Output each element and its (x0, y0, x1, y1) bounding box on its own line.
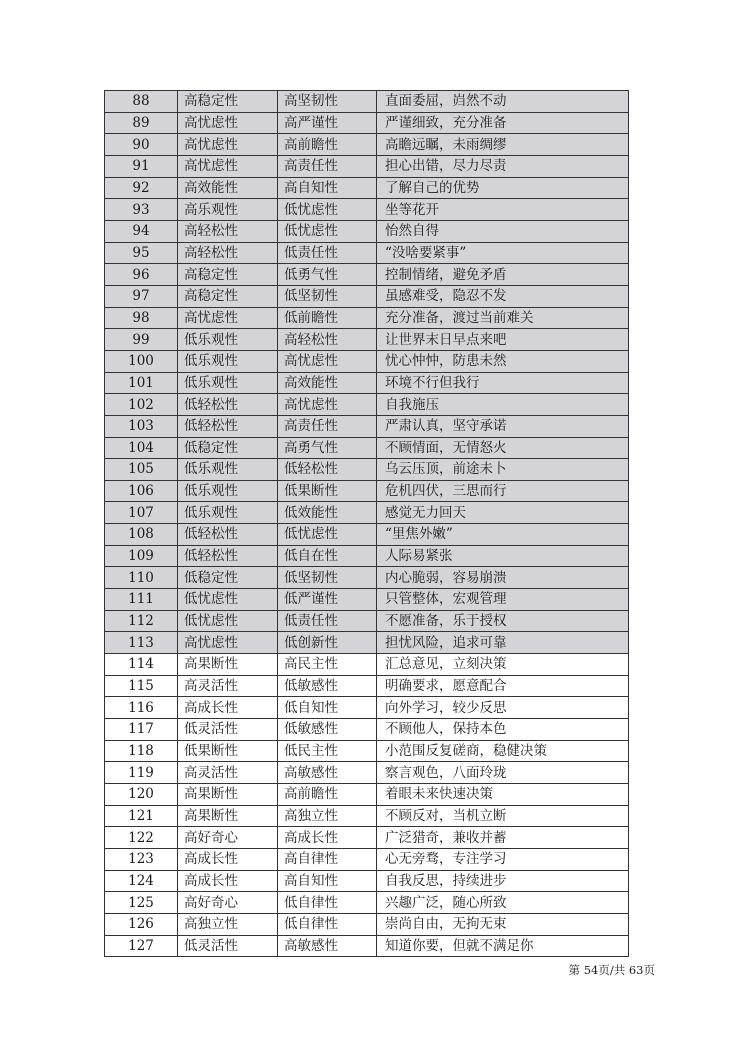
table-row (105, 632, 629, 654)
row-number-cell: 98 (105, 307, 178, 329)
description-cell: 崇尚自由，无拘无束 (377, 913, 629, 935)
table-row (105, 220, 629, 242)
description-cell: 环境不行但我行 (377, 372, 629, 394)
row-number-cell: 107 (105, 502, 178, 524)
table-row (105, 675, 629, 697)
description-cell: 察言观色，八面玲珑 (377, 762, 629, 784)
trait-a-cell: 高灵活性 (178, 762, 278, 784)
trait-a-cell: 低乐观性 (178, 459, 278, 481)
description-cell: 向外学习，较少反思 (377, 697, 629, 719)
table-row (105, 654, 629, 676)
row-number-cell: 109 (105, 545, 178, 567)
trait-b-cell: 低责任性 (278, 242, 377, 264)
row-number-cell: 96 (105, 264, 178, 286)
trait-a-cell: 低果断性 (178, 740, 278, 762)
trait-a-cell: 低灵活性 (178, 935, 278, 957)
table-row (105, 480, 629, 502)
trait-a-cell: 低乐观性 (178, 480, 278, 502)
trait-a-cell: 低乐观性 (178, 372, 278, 394)
row-number-cell: 103 (105, 415, 178, 437)
description-cell: 乌云压顶，前途未卜 (377, 459, 629, 481)
table-row (105, 285, 629, 307)
description-cell: 不顾情面，无情怒火 (377, 437, 629, 459)
trait-b-cell: 低自在性 (278, 545, 377, 567)
row-number-cell: 92 (105, 177, 178, 199)
table-row (105, 545, 629, 567)
trait-a-cell: 高稳定性 (178, 285, 278, 307)
trait-a-cell: 高独立性 (178, 913, 278, 935)
trait-b-cell: 低责任性 (278, 610, 377, 632)
trait-combination-table (104, 90, 629, 957)
table-row (105, 589, 629, 611)
description-cell: 着眼未来快速决策 (377, 784, 629, 806)
table-row (105, 199, 629, 221)
description-cell: 严肃认真，坚守承诺 (377, 415, 629, 437)
row-number-cell: 104 (105, 437, 178, 459)
trait-a-cell: 低乐观性 (178, 350, 278, 372)
row-number-cell: 90 (105, 134, 178, 156)
description-cell: 不顾反对，当机立断 (377, 805, 629, 827)
trait-a-cell: 高成长性 (178, 848, 278, 870)
table-row (105, 935, 629, 957)
row-number-cell: 124 (105, 870, 178, 892)
description-cell: 高瞻远瞩，未雨绸缪 (377, 134, 629, 156)
trait-a-cell: 高果断性 (178, 784, 278, 806)
table-row (105, 502, 629, 524)
table-row (105, 913, 629, 935)
row-number-cell: 115 (105, 675, 178, 697)
trait-a-cell: 高乐观性 (178, 199, 278, 221)
table-row (105, 697, 629, 719)
trait-b-cell: 高自知性 (278, 177, 377, 199)
description-cell: 只管整体，宏观管理 (377, 589, 629, 611)
trait-a-cell: 低轻松性 (178, 394, 278, 416)
description-cell: “里焦外嫩” (377, 524, 629, 546)
trait-b-cell: 高前瞻性 (278, 784, 377, 806)
trait-b-cell: 高忧虑性 (278, 394, 377, 416)
trait-b-cell: 高自律性 (278, 848, 377, 870)
table-row (105, 459, 629, 481)
table-row (105, 719, 629, 741)
trait-b-cell: 高成长性 (278, 827, 377, 849)
description-cell: 虽感难受，隐忍不发 (377, 285, 629, 307)
description-cell: 严谨细致，充分准备 (377, 112, 629, 134)
row-number-cell: 111 (105, 589, 178, 611)
row-number-cell: 89 (105, 112, 178, 134)
trait-a-cell: 高成长性 (178, 870, 278, 892)
table-row (105, 524, 629, 546)
table-row (105, 329, 629, 351)
description-cell: 直面委屈，岿然不动 (377, 91, 629, 113)
table-row (105, 134, 629, 156)
table-row (105, 805, 629, 827)
row-number-cell: 108 (105, 524, 178, 546)
row-number-cell: 114 (105, 654, 178, 676)
trait-b-cell: 高坚韧性 (278, 91, 377, 113)
description-cell: 危机四伏，三思而行 (377, 480, 629, 502)
row-number-cell: 97 (105, 285, 178, 307)
trait-a-cell: 高忧虑性 (178, 307, 278, 329)
row-number-cell: 100 (105, 350, 178, 372)
trait-a-cell: 高效能性 (178, 177, 278, 199)
trait-b-cell: 高独立性 (278, 805, 377, 827)
trait-b-cell: 高敏感性 (278, 935, 377, 957)
row-number-cell: 117 (105, 719, 178, 741)
description-cell: 了解自己的优势 (377, 177, 629, 199)
row-number-cell: 110 (105, 567, 178, 589)
description-cell: 人际易紧张 (377, 545, 629, 567)
row-number-cell: 105 (105, 459, 178, 481)
trait-a-cell: 高忧虑性 (178, 134, 278, 156)
trait-a-cell: 高稳定性 (178, 91, 278, 113)
trait-b-cell: 低自律性 (278, 892, 377, 914)
trait-a-cell: 高轻松性 (178, 242, 278, 264)
trait-b-cell: 低前瞻性 (278, 307, 377, 329)
row-number-cell: 106 (105, 480, 178, 502)
trait-a-cell: 低轻松性 (178, 545, 278, 567)
row-number-cell: 118 (105, 740, 178, 762)
trait-b-cell: 低敏感性 (278, 719, 377, 741)
trait-b-cell: 低民主性 (278, 740, 377, 762)
description-cell: 忧心忡忡，防患未然 (377, 350, 629, 372)
trait-b-cell: 低敏感性 (278, 675, 377, 697)
row-number-cell: 123 (105, 848, 178, 870)
trait-a-cell: 高果断性 (178, 805, 278, 827)
description-cell: 不愿准备，乐于授权 (377, 610, 629, 632)
trait-b-cell: 高效能性 (278, 372, 377, 394)
description-cell: 担心出错，尽力尽责 (377, 155, 629, 177)
table-row (105, 307, 629, 329)
description-cell: 怡然自得 (377, 220, 629, 242)
description-cell: “没啥要紧事” (377, 242, 629, 264)
row-number-cell: 127 (105, 935, 178, 957)
trait-b-cell: 高自知性 (278, 870, 377, 892)
description-cell: 广泛猎奇，兼收并蓄 (377, 827, 629, 849)
description-cell: 心无旁骛，专注学习 (377, 848, 629, 870)
trait-b-cell: 高前瞻性 (278, 134, 377, 156)
row-number-cell: 120 (105, 784, 178, 806)
trait-a-cell: 高好奇心 (178, 827, 278, 849)
trait-a-cell: 低忧虑性 (178, 610, 278, 632)
table-row (105, 892, 629, 914)
trait-a-cell: 高忧虑性 (178, 632, 278, 654)
description-cell: 知道你要，但就不满足你 (377, 935, 629, 957)
trait-a-cell: 高好奇心 (178, 892, 278, 914)
description-cell: 自我反思，持续进步 (377, 870, 629, 892)
trait-a-cell: 低轻松性 (178, 524, 278, 546)
description-cell: 内心脆弱，容易崩溃 (377, 567, 629, 589)
description-cell: 明确要求，愿意配合 (377, 675, 629, 697)
trait-a-cell: 高忧虑性 (178, 155, 278, 177)
trait-b-cell: 低忧虑性 (278, 199, 377, 221)
table-row (105, 827, 629, 849)
trait-a-cell: 高成长性 (178, 697, 278, 719)
table-row (105, 372, 629, 394)
row-number-cell: 122 (105, 827, 178, 849)
row-number-cell: 99 (105, 329, 178, 351)
trait-b-cell: 低创新性 (278, 632, 377, 654)
row-number-cell: 93 (105, 199, 178, 221)
row-number-cell: 102 (105, 394, 178, 416)
table-row (105, 264, 629, 286)
row-number-cell: 116 (105, 697, 178, 719)
trait-a-cell: 低乐观性 (178, 329, 278, 351)
description-cell: 自我施压 (377, 394, 629, 416)
trait-b-cell: 低自知性 (278, 697, 377, 719)
trait-a-cell: 高果断性 (178, 654, 278, 676)
table-row (105, 415, 629, 437)
table-row (105, 112, 629, 134)
description-cell: 让世界末日早点来吧 (377, 329, 629, 351)
trait-b-cell: 低坚韧性 (278, 285, 377, 307)
table-row (105, 350, 629, 372)
table-body (105, 91, 629, 957)
trait-b-cell: 低果断性 (278, 480, 377, 502)
trait-b-cell: 低忧虑性 (278, 220, 377, 242)
trait-b-cell: 高责任性 (278, 155, 377, 177)
trait-b-cell: 高民主性 (278, 654, 377, 676)
table-row (105, 394, 629, 416)
table-row (105, 177, 629, 199)
table-row (105, 155, 629, 177)
row-number-cell: 95 (105, 242, 178, 264)
trait-a-cell: 高轻松性 (178, 220, 278, 242)
table-row (105, 870, 629, 892)
description-cell: 充分准备，渡过当前难关 (377, 307, 629, 329)
trait-a-cell: 高稳定性 (178, 264, 278, 286)
table-row (105, 848, 629, 870)
trait-b-cell: 低坚韧性 (278, 567, 377, 589)
trait-b-cell: 低自律性 (278, 913, 377, 935)
row-number-cell: 126 (105, 913, 178, 935)
trait-b-cell: 高勇气性 (278, 437, 377, 459)
trait-b-cell: 高敏感性 (278, 762, 377, 784)
trait-a-cell: 低稳定性 (178, 567, 278, 589)
description-cell: 控制情绪，避免矛盾 (377, 264, 629, 286)
row-number-cell: 88 (105, 91, 178, 113)
description-cell: 不顾他人，保持本色 (377, 719, 629, 741)
row-number-cell: 91 (105, 155, 178, 177)
row-number-cell: 119 (105, 762, 178, 784)
table-row (105, 91, 629, 113)
trait-a-cell: 高灵活性 (178, 675, 278, 697)
description-cell: 感觉无力回天 (377, 502, 629, 524)
table-row (105, 437, 629, 459)
trait-b-cell: 低勇气性 (278, 264, 377, 286)
table-row (105, 610, 629, 632)
row-number-cell: 125 (105, 892, 178, 914)
trait-b-cell: 高轻松性 (278, 329, 377, 351)
trait-a-cell: 低灵活性 (178, 719, 278, 741)
trait-b-cell: 高严谨性 (278, 112, 377, 134)
trait-a-cell: 低轻松性 (178, 415, 278, 437)
row-number-cell: 113 (105, 632, 178, 654)
trait-b-cell: 低效能性 (278, 502, 377, 524)
description-cell: 担忧风险，追求可靠 (377, 632, 629, 654)
page-footer: 第 54页/共 63页 (568, 963, 655, 977)
row-number-cell: 121 (105, 805, 178, 827)
row-number-cell: 94 (105, 220, 178, 242)
row-number-cell: 112 (105, 610, 178, 632)
table-row (105, 242, 629, 264)
trait-b-cell: 高忧虑性 (278, 350, 377, 372)
trait-b-cell: 高责任性 (278, 415, 377, 437)
trait-b-cell: 低忧虑性 (278, 524, 377, 546)
trait-a-cell: 低稳定性 (178, 437, 278, 459)
trait-b-cell: 低轻松性 (278, 459, 377, 481)
row-number-cell: 101 (105, 372, 178, 394)
table-row (105, 784, 629, 806)
table-row (105, 762, 629, 784)
trait-b-cell: 低严谨性 (278, 589, 377, 611)
trait-a-cell: 低乐观性 (178, 502, 278, 524)
description-cell: 小范围反复磋商，稳健决策 (377, 740, 629, 762)
trait-a-cell: 低忧虑性 (178, 589, 278, 611)
table-row (105, 567, 629, 589)
description-cell: 兴趣广泛，随心所致 (377, 892, 629, 914)
table-row (105, 740, 629, 762)
trait-a-cell: 高忧虑性 (178, 112, 278, 134)
description-cell: 汇总意见，立刻决策 (377, 654, 629, 676)
description-cell: 坐等花开 (377, 199, 629, 221)
